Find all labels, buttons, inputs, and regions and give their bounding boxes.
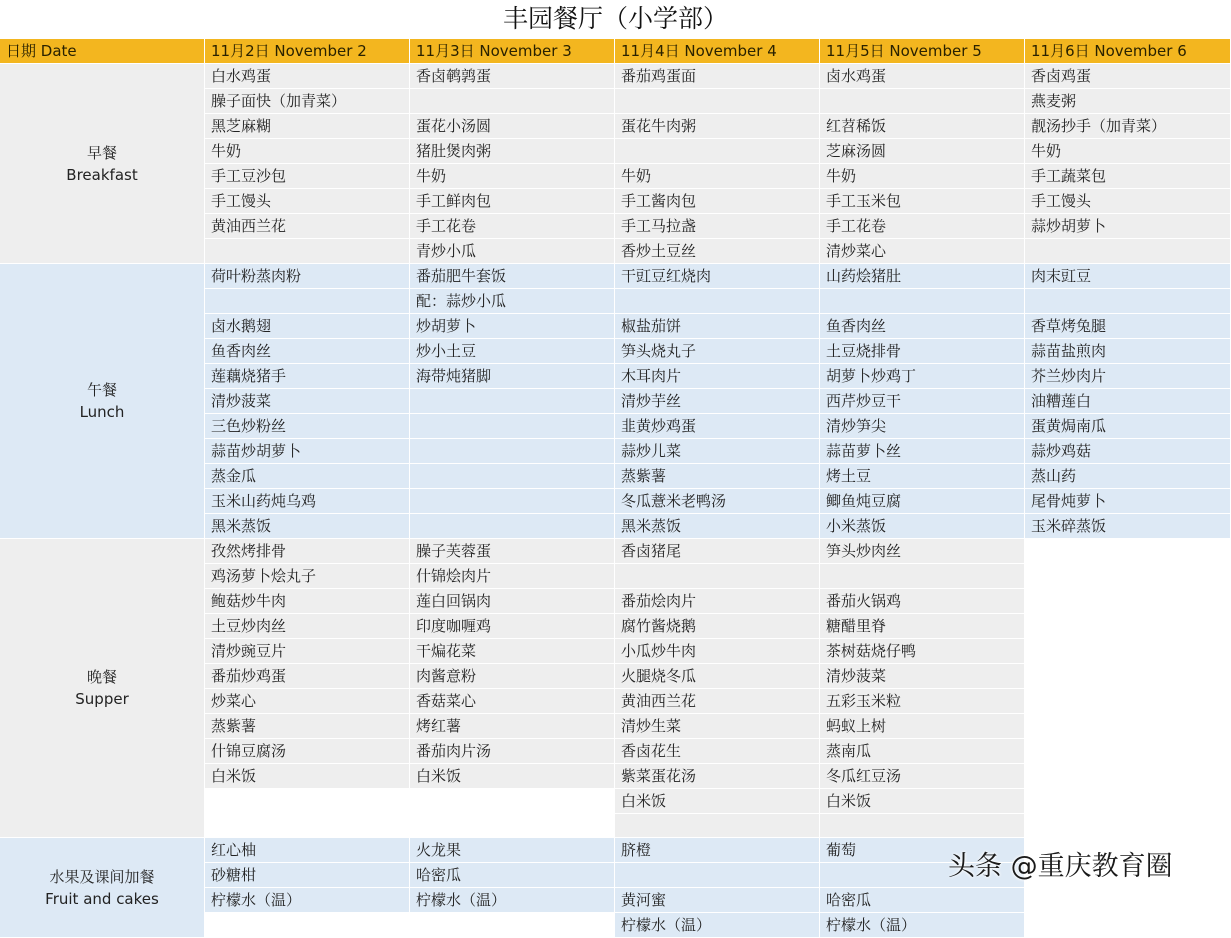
dish-cell [205,289,410,314]
dish-cell: 蒸山药 [1025,464,1231,489]
dish-cell: 蒸紫薯 [615,464,820,489]
dish-cell: 靓汤抄手（加青菜） [1025,114,1231,139]
dish-cell: 干煸花菜 [410,639,615,664]
dish-cell [1025,789,1231,814]
dish-cell: 清炒豌豆片 [205,639,410,664]
dish-cell: 炒小土豆 [410,339,615,364]
dish-cell: 蛋黄焗南瓜 [1025,414,1231,439]
meal-name-en: Fruit and cakes [45,889,159,908]
dish-cell: 蒜炒鸡菇 [1025,439,1231,464]
dish-cell: 脐橙 [615,838,820,863]
dish-cell: 蒜炒胡萝卜 [1025,214,1231,239]
dish-cell: 鸡汤萝卜烩丸子 [205,564,410,589]
dish-cell: 白米饭 [205,764,410,789]
meal-name-en: Breakfast [66,165,138,184]
dish-cell: 哈密瓜 [820,888,1025,913]
dish-cell [820,564,1025,589]
dish-cell: 蛋花牛肉粥 [615,114,820,139]
dish-cell: 五彩玉米粒 [820,689,1025,714]
dish-cell: 小米蒸饭 [820,514,1025,539]
dish-cell: 土豆烧排骨 [820,339,1025,364]
dish-cell: 白米饭 [820,789,1025,814]
dish-cell: 冬瓜红豆汤 [820,764,1025,789]
dish-cell [410,414,615,439]
meal-name: 早餐 [86,143,117,162]
dish-cell: 茶树菇烧仔鸭 [820,639,1025,664]
dish-cell: 木耳肉片 [615,364,820,389]
dish-cell: 配：蒜炒小瓜 [410,289,615,314]
dish-cell [1025,539,1231,564]
dish-cell [615,89,820,114]
dish-cell: 黑米蒸饭 [205,514,410,539]
dish-cell: 椒盐茄饼 [615,314,820,339]
dish-cell [205,913,410,938]
dish-cell: 油糟莲白 [1025,389,1231,414]
dish-cell: 肉末豇豆 [1025,264,1231,289]
dish-cell [615,814,820,838]
dish-cell: 葡萄 [820,838,1025,863]
dish-cell [615,289,820,314]
dish-cell: 番茄炒鸡蛋 [205,664,410,689]
dish-cell: 卤水鹅翅 [205,314,410,339]
dish-cell: 牛奶 [615,164,820,189]
dish-cell [820,814,1025,838]
dish-cell [615,139,820,164]
dish-cell [410,814,615,838]
dish-cell [820,289,1025,314]
page-title: 丰园餐厅（小学部） [502,4,728,33]
dish-cell [410,389,615,414]
dish-cell [820,89,1025,114]
dish-cell: 香卤猪尾 [615,539,820,564]
dish-cell: 芝麻汤圆 [820,139,1025,164]
header-row [0,39,1231,64]
dish-cell [1025,664,1231,689]
dish-cell: 哈密瓜 [410,863,615,888]
table-row [0,64,1231,89]
dish-cell: 牛奶 [410,164,615,189]
dish-cell: 臊子芙蓉蛋 [410,539,615,564]
dish-cell: 山药烩猪肚 [820,264,1025,289]
dish-cell [205,814,410,838]
dish-cell: 印度咖喱鸡 [410,614,615,639]
dish-cell: 手工馒头 [1025,189,1231,214]
dish-cell: 蒜苗盐煎肉 [1025,339,1231,364]
meal-name-en: Supper [75,690,129,708]
dish-cell: 蒸金瓜 [205,464,410,489]
dish-cell: 手工玉米包 [820,189,1025,214]
day-header: 11月2日 November 2 [205,39,410,64]
dish-cell: 清炒芋丝 [615,389,820,414]
dish-cell: 小瓜炒牛肉 [615,639,820,664]
meal-label [0,64,205,264]
dish-cell [1025,589,1231,614]
dish-cell: 莲白回锅肉 [410,589,615,614]
dish-cell: 海带炖猪脚 [410,364,615,389]
dish-cell [1025,289,1231,314]
dish-cell: 香卤花生 [615,739,820,764]
dish-cell [410,514,615,539]
meal-label [0,539,205,838]
dish-cell: 手工花卷 [410,214,615,239]
dish-cell: 黑米蒸饭 [615,514,820,539]
dish-cell [1025,689,1231,714]
day-header: 11月3日 November 3 [410,39,615,64]
dish-cell: 西芹炒豆干 [820,389,1025,414]
table-row [0,539,1231,564]
dish-cell [615,863,820,888]
dish-cell: 鱼香肉丝 [205,339,410,364]
dish-cell: 香卤鹌鹑蛋 [410,64,615,89]
watermark: 头条 @重庆教育圈 [948,851,1173,882]
day-header: 11月6日 November 6 [1025,39,1231,64]
dish-cell: 紫菜蛋花汤 [615,764,820,789]
dish-cell: 香卤鸡蛋 [1025,64,1231,89]
dish-cell: 柠檬水（温） [205,888,410,913]
dish-cell: 肉酱意粉 [410,664,615,689]
meal-name-en: Lunch [79,403,125,421]
dish-cell [615,564,820,589]
meal-label [0,838,205,938]
dish-cell: 清炒菠菜 [820,664,1025,689]
dish-cell: 韭黄炒鸡蛋 [615,414,820,439]
dish-cell: 荷叶粉蒸肉粉 [205,264,410,289]
dish-cell [410,464,615,489]
dish-cell: 清炒笋尖 [820,414,1025,439]
dish-cell: 红心柚 [205,838,410,863]
dish-cell: 蒸南瓜 [820,739,1025,764]
dish-cell: 火腿烧冬瓜 [615,664,820,689]
dish-cell: 玉米山药炖乌鸡 [205,489,410,514]
dish-cell: 芥兰炒肉片 [1025,364,1231,389]
dish-cell [1025,639,1231,664]
menu-body [0,64,1231,938]
day-header: 11月5日 November 5 [820,39,1025,64]
dish-cell: 黄河蜜 [615,888,820,913]
dish-cell [1025,814,1231,838]
dish-cell [410,913,615,938]
dish-cell: 手工鲜肉包 [410,189,615,214]
dish-cell: 鱼香肉丝 [820,314,1025,339]
dish-cell: 笋头炒肉丝 [820,539,1025,564]
dish-cell: 什锦烩肉片 [410,564,615,589]
dish-cell: 烤土豆 [820,464,1025,489]
dish-cell [1025,739,1231,764]
meal-name: 午餐 [86,381,117,399]
meal-name: 水果及课间加餐 [49,867,155,886]
dish-cell: 黑芝麻糊 [205,114,410,139]
dish-cell: 番茄火锅鸡 [820,589,1025,614]
dish-cell: 牛奶 [1025,139,1231,164]
dish-cell: 柠檬水（温） [615,913,820,938]
meal-label [0,264,205,539]
dish-cell: 黄油西兰花 [205,214,410,239]
dish-cell: 猪肚煲肉粥 [410,139,615,164]
dish-cell [205,239,410,264]
dish-cell: 孜然烤排骨 [205,539,410,564]
dish-cell: 黄油西兰花 [615,689,820,714]
dish-cell: 蚂蚁上树 [820,714,1025,739]
dish-cell: 番茄烩肉片 [615,589,820,614]
dish-cell: 清炒生菜 [615,714,820,739]
dish-cell: 干豇豆红烧肉 [615,264,820,289]
dish-cell [1025,714,1231,739]
dish-cell: 莲藕烧猪手 [205,364,410,389]
dish-cell: 柠檬水（温） [410,888,615,913]
dish-cell: 手工花卷 [820,214,1025,239]
dish-cell: 蒜苗炒胡萝卜 [205,439,410,464]
dish-cell: 笋头烧丸子 [615,339,820,364]
date-header: 日期 Date [0,39,205,64]
dish-cell [1025,888,1231,913]
dish-cell [205,789,410,814]
dish-cell [1025,239,1231,264]
dish-cell: 炒菜心 [205,689,410,714]
dish-cell: 蒜苗萝卜丝 [820,439,1025,464]
dish-cell [1025,564,1231,589]
dish-cell: 糖醋里脊 [820,614,1025,639]
dish-cell: 香炒土豆丝 [615,239,820,264]
dish-cell: 柠檬水（温） [820,913,1025,938]
dish-cell: 玉米碎蒸饭 [1025,514,1231,539]
dish-cell: 胡萝卜炒鸡丁 [820,364,1025,389]
dish-cell: 蛋花小汤圆 [410,114,615,139]
dish-cell: 手工酱肉包 [615,189,820,214]
dish-cell [410,439,615,464]
dish-cell: 清炒菜心 [820,239,1025,264]
dish-cell: 土豆炒肉丝 [205,614,410,639]
dish-cell: 手工马拉盏 [615,214,820,239]
dish-cell: 蒜炒儿菜 [615,439,820,464]
dish-cell: 蒸紫薯 [205,714,410,739]
dish-cell: 卤水鸡蛋 [820,64,1025,89]
dish-cell: 燕麦粥 [1025,89,1231,114]
dish-cell: 臊子面快（加青菜） [205,89,410,114]
dish-cell: 腐竹酱烧鹅 [615,614,820,639]
dish-cell [1025,614,1231,639]
dish-cell: 烤红薯 [410,714,615,739]
dish-cell: 青炒小瓜 [410,239,615,264]
dish-cell: 砂糖柑 [205,863,410,888]
dish-cell: 牛奶 [205,139,410,164]
dish-cell: 炒胡萝卜 [410,314,615,339]
dish-cell: 番茄肥牛套饭 [410,264,615,289]
dish-cell: 什锦豆腐汤 [205,739,410,764]
dish-cell: 手工馒头 [205,189,410,214]
dish-cell: 冬瓜薏米老鸭汤 [615,489,820,514]
dish-cell: 香草烤兔腿 [1025,314,1231,339]
dish-cell: 火龙果 [410,838,615,863]
dish-cell: 手工豆沙包 [205,164,410,189]
dish-cell: 手工蔬菜包 [1025,164,1231,189]
dish-cell: 鲫鱼炖豆腐 [820,489,1025,514]
dish-cell: 三色炒粉丝 [205,414,410,439]
dish-cell [410,489,615,514]
day-header: 11月4日 November 4 [615,39,820,64]
menu-table [0,39,1231,938]
dish-cell [1025,764,1231,789]
dish-cell: 牛奶 [820,164,1025,189]
dish-cell [1025,913,1231,938]
dish-cell: 白水鸡蛋 [205,64,410,89]
dish-cell: 番茄肉片汤 [410,739,615,764]
table-row [0,264,1231,289]
dish-cell: 鲍菇炒牛肉 [205,589,410,614]
dish-cell: 香菇菜心 [410,689,615,714]
dish-cell [410,89,615,114]
dish-cell: 清炒菠菜 [205,389,410,414]
dish-cell: 番茄鸡蛋面 [615,64,820,89]
dish-cell: 白米饭 [615,789,820,814]
dish-cell: 白米饭 [410,764,615,789]
dish-cell: 尾骨炖萝卜 [1025,489,1231,514]
dish-cell: 红苕稀饭 [820,114,1025,139]
meal-name: 晚餐 [86,668,117,686]
dish-cell [410,789,615,814]
